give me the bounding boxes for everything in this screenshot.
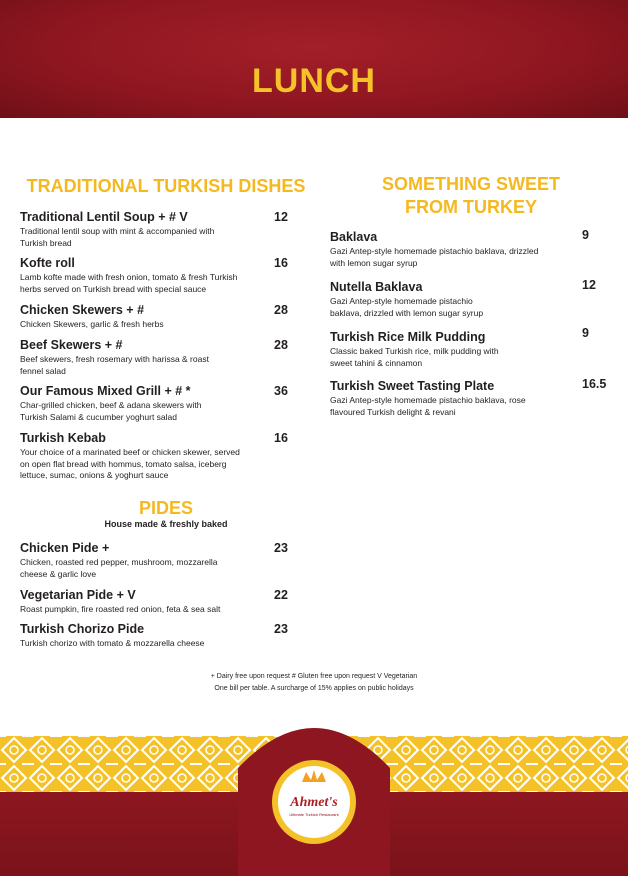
menu-item <box>20 588 270 616</box>
item-description <box>20 400 270 423</box>
menu-item <box>330 230 575 269</box>
item-price: 28 <box>274 338 288 352</box>
menu-item <box>20 303 270 331</box>
sweet-title-line: FROM TURKEY <box>405 197 537 217</box>
item-description-line: Roast pumpkin, fire roasted red onion, feta & sea salt <box>20 604 221 614</box>
item-description-line: Gazi Antep-style homemade pistachio baklava, drizzled <box>330 246 539 256</box>
pides-section-title: PIDES <box>138 498 194 518</box>
item-description-line: baklava, drizzled with lemon sugar syrup <box>330 307 484 318</box>
item-description-line: Gazi Antep-style homemade pistachio baklava, rose <box>330 395 526 405</box>
menu-item <box>20 384 270 423</box>
item-description <box>20 447 270 482</box>
item-description <box>20 272 270 295</box>
item-description-line: Turkish bread <box>20 237 72 248</box>
item-price: 23 <box>274 541 288 555</box>
item-description-line: Turkish chorizo with tomato & mozzarella cheese <box>20 638 205 648</box>
surcharge-note: One bill per table. A surcharge of 15% applies on public holidays <box>214 685 414 692</box>
item-description-line: lettuce, sumac, onions & yoghurt sauce <box>20 470 169 480</box>
item-price: 16 <box>274 431 288 445</box>
item-description-line: Turkish Salami & cucumber yoghurt salad <box>20 411 178 422</box>
item-description-line: Your choice of a marinated beef or chicken skewer, served <box>20 447 240 457</box>
item-description <box>330 346 575 369</box>
item-price: 12 <box>582 278 596 292</box>
item-description <box>20 354 270 377</box>
item-description-line: cheese & garlic love <box>20 568 97 579</box>
page-title: LUNCH <box>252 62 376 100</box>
menu-item <box>20 541 270 580</box>
logo-badge <box>238 718 390 876</box>
item-price: 23 <box>274 622 288 636</box>
item-description-line: Chicken, roasted red pepper, mushroom, mozzarella <box>20 557 218 567</box>
menu-item <box>20 622 270 650</box>
item-price: 16.5 <box>582 377 607 391</box>
item-name: Turkish Kebab <box>20 431 106 445</box>
menu-item <box>20 431 270 482</box>
item-name: Turkish Chorizo Pide <box>20 622 145 636</box>
item-name: Nutella Baklava <box>330 280 423 294</box>
item-description-line: sweet tahini & cinnamon <box>330 357 423 368</box>
item-description-line: Char-grilled chicken, beef & adana skewers with <box>20 400 202 410</box>
item-description <box>20 226 270 249</box>
item-name: Turkish Rice Milk Pudding <box>330 330 486 344</box>
item-price: 9 <box>582 326 589 340</box>
item-description <box>20 604 270 616</box>
item-price: 12 <box>274 210 288 224</box>
item-description <box>20 638 270 650</box>
menu-item <box>20 210 270 249</box>
dietary-legend: + Dairy free upon request # Gluten free upon request V Vegetarian <box>210 673 418 680</box>
item-description-line: with lemon sugar syrup <box>330 257 418 268</box>
item-name: Baklava <box>330 230 378 244</box>
menu-item <box>20 338 270 377</box>
menu-item <box>20 256 270 295</box>
pides-subtitle: House made & freshly baked <box>104 519 228 529</box>
sweet-title-line: SOMETHING SWEET <box>381 174 560 194</box>
item-description-line: flavoured Turkish delight & revani <box>330 406 456 417</box>
item-name: Traditional Lentil Soup + # V <box>20 210 188 224</box>
header-banner <box>0 0 628 118</box>
item-price: 16 <box>274 256 288 270</box>
item-description-line: on open flat bread with hommus, tomato salsa, iceberg <box>20 458 227 469</box>
item-name: Turkish Sweet Tasting Plate <box>330 379 495 393</box>
item-description-line: Chicken Skewers, garlic & fresh herbs <box>20 319 164 329</box>
menu-item <box>330 330 575 369</box>
logo-emblem <box>238 718 390 876</box>
item-description <box>330 296 575 319</box>
item-name: Our Famous Mixed Grill + # * <box>20 384 191 398</box>
item-description <box>330 246 575 269</box>
item-name: Chicken Pide + <box>20 541 110 555</box>
item-description-line: Gazi Antep-style homemade pistachio <box>330 296 473 306</box>
traditional-section-title: TRADITIONAL TURKISH DISHES <box>26 176 306 196</box>
logo-tagline: Ultimate Turkish Restaurant <box>289 812 339 817</box>
item-price: 9 <box>582 228 589 242</box>
item-description-line: Lamb kofte made with fresh onion, tomato & fresh Turkish <box>20 272 238 282</box>
item-price: 36 <box>274 384 288 398</box>
item-description <box>20 319 270 331</box>
item-description-line: fennel salad <box>20 365 66 376</box>
menu-item <box>330 280 575 319</box>
item-price: 28 <box>274 303 288 317</box>
item-name: Kofte roll <box>20 256 75 270</box>
item-name: Vegetarian Pide + V <box>20 588 136 602</box>
item-description <box>330 395 575 418</box>
menu-item <box>330 379 575 418</box>
item-description-line: Classic baked Turkish rice, milk pudding with <box>330 346 499 356</box>
sweet-section-title <box>330 173 612 219</box>
item-description-line: herbs served on Turkish bread with special sauce <box>20 283 207 294</box>
item-description <box>20 557 270 580</box>
item-price: 22 <box>274 588 288 602</box>
item-description-line: Traditional lentil soup with mint & accompanied with <box>20 226 215 236</box>
logo-name: Ahmet's <box>290 795 338 810</box>
item-description-line: Beef skewers, fresh rosemary with harissa & roast <box>20 354 209 364</box>
item-name: Beef Skewers + # <box>20 338 123 352</box>
item-name: Chicken Skewers + # <box>20 303 145 317</box>
